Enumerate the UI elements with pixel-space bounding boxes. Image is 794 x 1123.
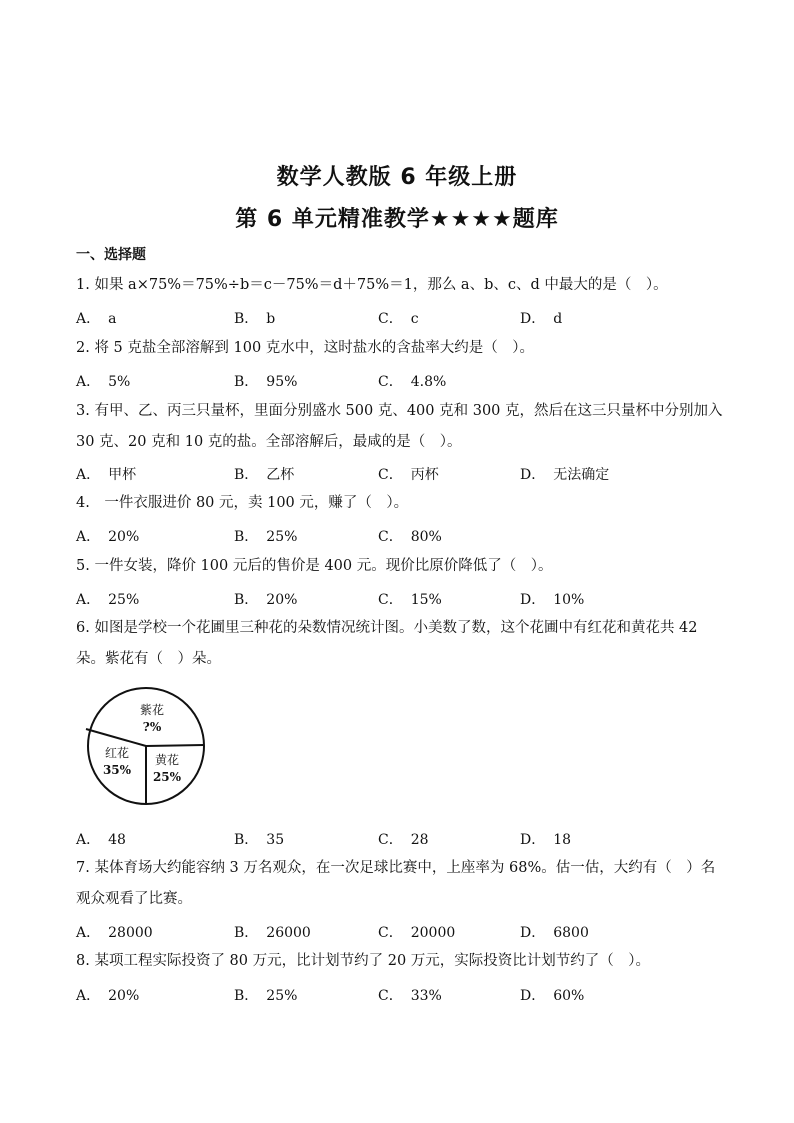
option-b[interactable]: B． 25% bbox=[234, 988, 298, 1004]
option-d[interactable]: D． 10% bbox=[520, 592, 585, 608]
slice-purple-pct: ?% bbox=[142, 720, 162, 734]
option-a[interactable]: A． 28000 bbox=[76, 925, 153, 941]
question-8: 8. 某项工程实际投资了 80 万元，比计划节约了 20 万元，实际投资比计划节约了（ ）。 bbox=[76, 953, 651, 969]
option-b[interactable]: B． 26000 bbox=[234, 925, 311, 941]
slice-red-pct: 35% bbox=[102, 763, 132, 777]
option-c[interactable]: C． 80% bbox=[378, 529, 442, 545]
option-c[interactable]: C． 4.8% bbox=[378, 374, 447, 390]
option-c[interactable]: C． 20000 bbox=[378, 925, 456, 941]
option-c[interactable]: C． 15% bbox=[378, 592, 442, 608]
option-b[interactable]: B． b bbox=[234, 311, 276, 327]
option-a[interactable]: A． 20% bbox=[76, 988, 140, 1004]
option-d[interactable]: D． 6800 bbox=[520, 925, 589, 941]
option-c[interactable]: C． 33% bbox=[378, 988, 442, 1004]
option-a[interactable]: A． a bbox=[76, 311, 117, 327]
question-1: 1. 如果 a×75%＝75%÷b＝c－75%＝d＋75%＝1，那么 a、b、c、d 中最大的是（ ）。 bbox=[76, 277, 668, 293]
option-c[interactable]: C． 丙杯 bbox=[378, 467, 439, 483]
question-6: 6. 如图是学校一个花圃里三种花的朵数情况统计图。小美数了数，这个花圃中有红花和黄花共 42 朵。紫花有（ ）朵。 bbox=[76, 620, 698, 667]
question-5: 5. 一件女装，降价 100 元后的售价是 400 元。现价比原价降低了（ ）。 bbox=[76, 558, 553, 574]
option-b[interactable]: B． 35 bbox=[234, 832, 285, 848]
option-a[interactable]: A． 48 bbox=[76, 832, 126, 848]
slice-purple-label: 紫花 bbox=[139, 703, 165, 717]
question-4: 4. 一件衣服进价 80 元，卖 100 元，赚了（ ）。 bbox=[76, 495, 409, 511]
option-c[interactable]: C． c bbox=[378, 311, 419, 327]
option-b[interactable]: B． 95% bbox=[234, 374, 298, 390]
option-d[interactable]: D． 无法确定 bbox=[520, 467, 610, 483]
option-b[interactable]: B． 20% bbox=[234, 592, 298, 608]
option-d[interactable]: D． 60% bbox=[520, 988, 585, 1004]
slice-yellow-pct: 25% bbox=[152, 770, 182, 784]
question-2: 2. 将 5 克盐全部溶解到 100 克水中，这时盐水的含盐率大约是（ ）。 bbox=[76, 340, 535, 356]
question-7: 7. 某体育场大约能容纳 3 万名观众，在一次足球比赛中，上座率为 68%。估一估，大约有（ ）名观众观看了比赛。 bbox=[76, 860, 716, 907]
worksheet-subtitle: 第 6 单元精准教学★★★★题库 bbox=[235, 207, 559, 232]
option-c[interactable]: C． 28 bbox=[378, 832, 429, 848]
option-d[interactable]: D． 18 bbox=[520, 832, 572, 848]
option-a[interactable]: A． 5% bbox=[76, 374, 131, 390]
worksheet-title: 数学人教版 6 年级上册 bbox=[276, 165, 518, 190]
option-b[interactable]: B． 25% bbox=[234, 529, 298, 545]
option-b[interactable]: B． 乙杯 bbox=[234, 467, 295, 483]
pie-divider-right bbox=[146, 745, 204, 746]
slice-yellow-label: 黄花 bbox=[154, 753, 180, 767]
option-a[interactable]: A． 甲杯 bbox=[76, 467, 137, 483]
option-d[interactable]: D． d bbox=[520, 311, 563, 327]
slice-red-label: 红花 bbox=[104, 746, 130, 760]
flower-pie-chart bbox=[84, 684, 208, 808]
option-a[interactable]: A． 25% bbox=[76, 592, 140, 608]
question-3: 3. 有甲、乙、丙三只量杯，里面分别盛水 500 克、400 克和 300 克，然后在这三只量杯中分别加入 30 克、20 克和 10 克的盐。全部溶解后，最咸的是（ ）。 bbox=[76, 403, 723, 450]
section-heading: 一、选择题 bbox=[76, 247, 146, 263]
option-a[interactable]: A． 20% bbox=[76, 529, 140, 545]
